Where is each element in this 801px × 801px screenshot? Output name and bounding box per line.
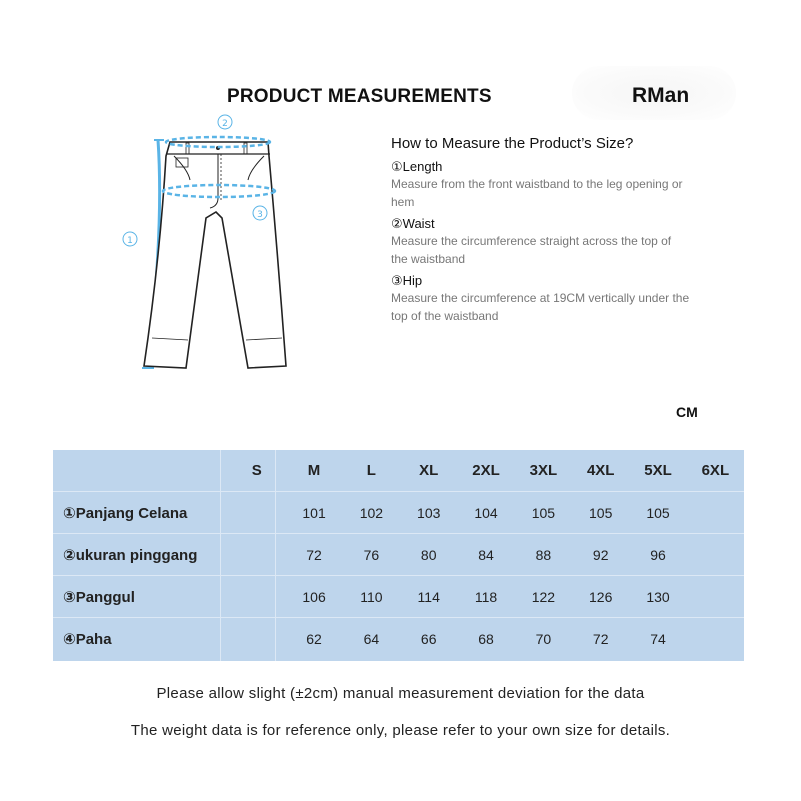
row-label: ①Panjang Celana — [63, 504, 188, 522]
table-cell: 66 — [420, 631, 437, 647]
waist-title: ②Waist — [391, 216, 435, 231]
table-cell: 88 — [535, 546, 552, 563]
table-cell: 70 — [535, 631, 552, 647]
table-cell: 106 — [302, 588, 326, 605]
table-header-row — [53, 450, 744, 491]
table-cell: 72 — [306, 546, 322, 563]
row-label: ③Panggul — [63, 588, 135, 606]
row-label: ②ukuran pinggang — [63, 546, 198, 564]
reference-note: The weight data is for reference only, please refer to your own size for details. — [130, 722, 671, 739]
length-desc: Measure from the front waistband to the leg opening or hem — [391, 177, 683, 209]
size-header: M — [307, 462, 321, 479]
table-cell: 80 — [420, 546, 437, 563]
deviation-note: Please allow slight (±2cm) manual measurement deviation for the data — [156, 685, 645, 702]
hip-desc: Measure the circumference at 19CM vertically under the top of the waistband — [391, 291, 690, 323]
unit-label: CM — [676, 404, 698, 420]
table-cell: 130 — [646, 588, 670, 605]
page-title: PRODUCT MEASUREMENTS — [227, 86, 492, 107]
measure-instructions — [391, 135, 691, 325]
row-label: ④Paha — [63, 631, 112, 648]
size-header: S — [251, 462, 262, 479]
table-cell: 105 — [646, 504, 670, 521]
table-cell: 101 — [302, 504, 326, 521]
length-title: ①Length — [391, 159, 443, 174]
size-header: L — [366, 462, 376, 479]
table-cell: 118 — [474, 588, 498, 605]
table-cell: 105 — [589, 504, 613, 521]
hip-title: ③Hip — [391, 273, 423, 288]
table-row — [53, 492, 744, 533]
table-cell: 105 — [531, 504, 556, 521]
table-row — [53, 534, 744, 575]
size-header: 3XL — [529, 462, 558, 479]
size-header: XL — [419, 462, 439, 479]
size-header: 2XL — [472, 462, 500, 479]
table-cell: 76 — [363, 546, 380, 563]
table-cell: 126 — [589, 588, 613, 605]
table-row — [53, 576, 744, 617]
table-cell: 122 — [531, 588, 556, 605]
pants-outline — [144, 142, 286, 368]
size-table — [53, 450, 744, 661]
table-cell: 103 — [417, 504, 441, 521]
size-header: 4XL — [586, 462, 615, 479]
table-cell: 62 — [306, 631, 322, 647]
table-cell: 64 — [363, 631, 380, 647]
svg-text:1: 1 — [127, 236, 133, 246]
size-header: 6XL — [701, 462, 730, 479]
table-cell: 104 — [474, 504, 498, 521]
table-cell: 96 — [650, 546, 666, 563]
svg-text:2: 2 — [222, 119, 228, 129]
table-cell: 102 — [359, 504, 384, 521]
table-cell: 114 — [417, 588, 440, 605]
table-cell: 110 — [360, 588, 383, 605]
brand-name: RMan — [632, 84, 690, 107]
table-cell: 68 — [478, 631, 494, 647]
table-cell: 74 — [650, 631, 666, 647]
size-header: 5XL — [644, 462, 672, 479]
table-cell: 84 — [478, 546, 494, 563]
pants-measurement-diagram — [118, 108, 288, 378]
svg-text:3: 3 — [257, 210, 263, 220]
waist-desc: Measure the circumference straight across the top of the waistband — [391, 234, 672, 266]
table-cell: 72 — [592, 631, 609, 647]
table-cell: 92 — [592, 546, 609, 563]
table-row — [53, 618, 744, 660]
instructions-heading: How to Measure the Product’s Size? — [391, 135, 634, 152]
